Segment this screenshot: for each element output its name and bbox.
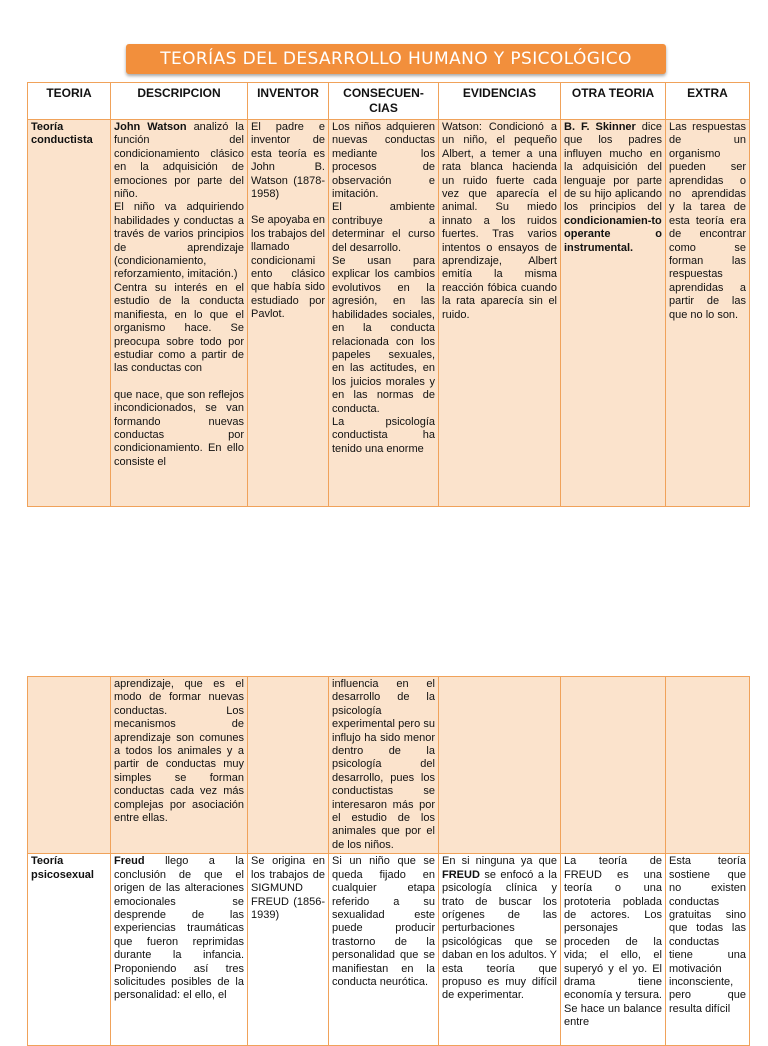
otra-teoria-author: B. F. Skinner [564, 121, 636, 133]
cell-extra-continuation [666, 677, 750, 854]
cell-descripcion-continuation: aprendizaje, que es el modo de formar nuevas conductas. Los mecanismos de aprendizaje son comunes a todos los animales y a partir de conductas muy simples se forman conductas cada vez más complejas por asociación entre ellas. [111, 677, 248, 854]
consecuencias-p1: Los niños adquieren nuevas conductas mediante los procesos de observación e imitación. [332, 121, 435, 201]
descripcion-author: John Watson [114, 121, 187, 133]
cell-evidencias-conductista: Watson: Condicionó a un niño, el pequeño Albert, a temer a una rata blanca hacienda un ruido fuerte cada vez que aparecía el animal. Su miedo innato a los ruidos fuertes. Tras varios intentos o ensayos de aprendizaje, Albert emitía la misma reacción fóbica cuando la rata aparecía sin el ruido. [439, 120, 561, 507]
descripcion-p4: que nace, que son reflejos incondicionados, se van formando nuevas conductas por condicionamiento. En ello consiste el [114, 388, 244, 468]
otra-teoria-text: dice que los padres influyen mucho en la adquisición del lenguaje por parte de su hijo aplicando los principios del [564, 121, 662, 214]
cell-consecuencias-psicosexual: Si un niño que se queda fijado en cualquier etapa referido a su sexualidad este puede producir trastorno de la personalidad que se manifiestan en la conducta neurótica. [329, 854, 439, 1046]
cell-consecuencias-continuation: influencia en el desarrollo de la psicología experimental pero su influjo ha sido menor dentro de la psicología del desarrollo, pues los conductistas se interesaron más por el estudio de los animales que por el de los niños. [329, 677, 439, 854]
table-header-row [28, 83, 750, 120]
header-inventor: INVENTOR [248, 83, 329, 120]
descripcion-p3: Centra su interés en el estudio de la conducta manifiesta, en lo que el organismo hace. Se preocupa sobre todo por estudiar como a partir de las conductas con [114, 281, 244, 375]
document-title: TEORÍAS DEL DESARROLLO HUMANO Y PSICOLÓGICO [160, 49, 632, 69]
cell-teoria-conductista: Teoría conductista [28, 120, 111, 507]
table-row-conductista [28, 120, 750, 507]
cell-evidencias-continuation [439, 677, 561, 854]
cell-inventor-continuation [248, 677, 329, 854]
table-row-psicosexual [28, 854, 750, 1046]
consecuencias-p3: Se usan para explicar los cambios evolutivos en la agresión, en las habilidades sociales, en la conducta relacionada con los papeles sexuales, en las actitudes, en los juicios morales y en las normas de conducta. [332, 255, 435, 415]
header-evidencias: EVIDENCIAS [439, 83, 561, 120]
cell-otra-teoria-conductista [561, 120, 666, 507]
header-consecuencias: CONSECUEN-CIAS [329, 83, 439, 120]
psicosexual-descripcion-text: llego a la conclusión de que el origen de las alteraciones emocionales se desprende de las experiencias traumáticas que fueron reprimidas durante la infancia. Proponiendo así tres solicitudes posibles de la personalidad: el ello, el [114, 855, 244, 1002]
cell-otra-teoria-psicosexual: La teoría de FREUD es una teoría o una prototeria poblada de actores. Los personajes proceden de la vida; el ello, el superyó y el yo. El drama tiene economía y tersura. Se hace un balance entre [561, 854, 666, 1046]
consecuencias-p2: El ambiente contribuye a determinar el curso del desarrollo. [332, 201, 435, 254]
cell-inventor-conductista [248, 120, 329, 507]
cell-otra-teoria-continuation [561, 677, 666, 854]
cell-inventor-psicosexual: Se origina en los trabajos de SIGMUND FREUD (1856-1939) [248, 854, 329, 1046]
cell-evidencias-psicosexual [439, 854, 561, 1046]
evidencias-pre: En si ninguna ya que [442, 855, 557, 868]
cell-teoria-psicosexual: Teoría psicosexual [28, 854, 111, 1046]
evidencias-post: se enfocó a la psicología clínica y trato de buscar los orígenes de las perturbaciones psicológicas que se daban en los adultos. Y esta teoría que propuso es muy difícil de experimentar. [442, 868, 557, 1002]
inventor-p2: Se apoyaba en los trabajos del llamado condicionami ento clásico que había sido estudiado por Pavlot. [251, 214, 326, 321]
theories-table-page2 [27, 676, 750, 1046]
cell-extra-psicosexual: Esta teoría sostiene que no existen conductas gratuitas sino que todas las conductas tiene una motivación inconsciente, pero que resulta difícil [666, 854, 750, 1046]
header-otra-teoria: OTRA TEORIA [561, 83, 666, 120]
header-descripcion: DESCRIPCION [111, 83, 248, 120]
document-title-banner [126, 44, 666, 74]
cell-extra-conductista: Las respuestas de un organismo pueden ser aprendidas o no aprendidas y la tarea de esta teoría era de encontrar como se forman las respuestas aprendidas a partir de las que no lo son. [666, 120, 750, 507]
descripcion-p1: analizó la función del condicionamiento clásico en la adquisición de emociones por parte del niño. [114, 121, 244, 201]
inventor-p1: El padre e inventor de esta teoría es John B. Watson (1878-1958) [251, 121, 325, 201]
cell-teoria-continuation [28, 677, 111, 854]
cell-descripcion-conductista [111, 120, 248, 507]
descripcion-p2: El niño va adquiriendo habilidades y conductas a través de varios principios de aprendizaje (condicionamiento, reforzamiento, imitación.) [114, 201, 244, 281]
cell-descripcion-psicosexual [111, 854, 248, 1046]
consecuencias-p4: La psicología conductista ha tenido una enorme [332, 415, 435, 455]
table-row-continuation [28, 677, 750, 854]
header-teoria: TEORIA [28, 83, 111, 120]
psicosexual-author: Freud [114, 855, 145, 868]
otra-teoria-concept: condicionamien-to operante o instrumental. [564, 214, 662, 254]
header-extra: EXTRA [666, 83, 750, 120]
theories-table-page1 [27, 82, 750, 507]
evidencias-freud: FREUD [442, 868, 480, 881]
cell-consecuencias-conductista [329, 120, 439, 507]
